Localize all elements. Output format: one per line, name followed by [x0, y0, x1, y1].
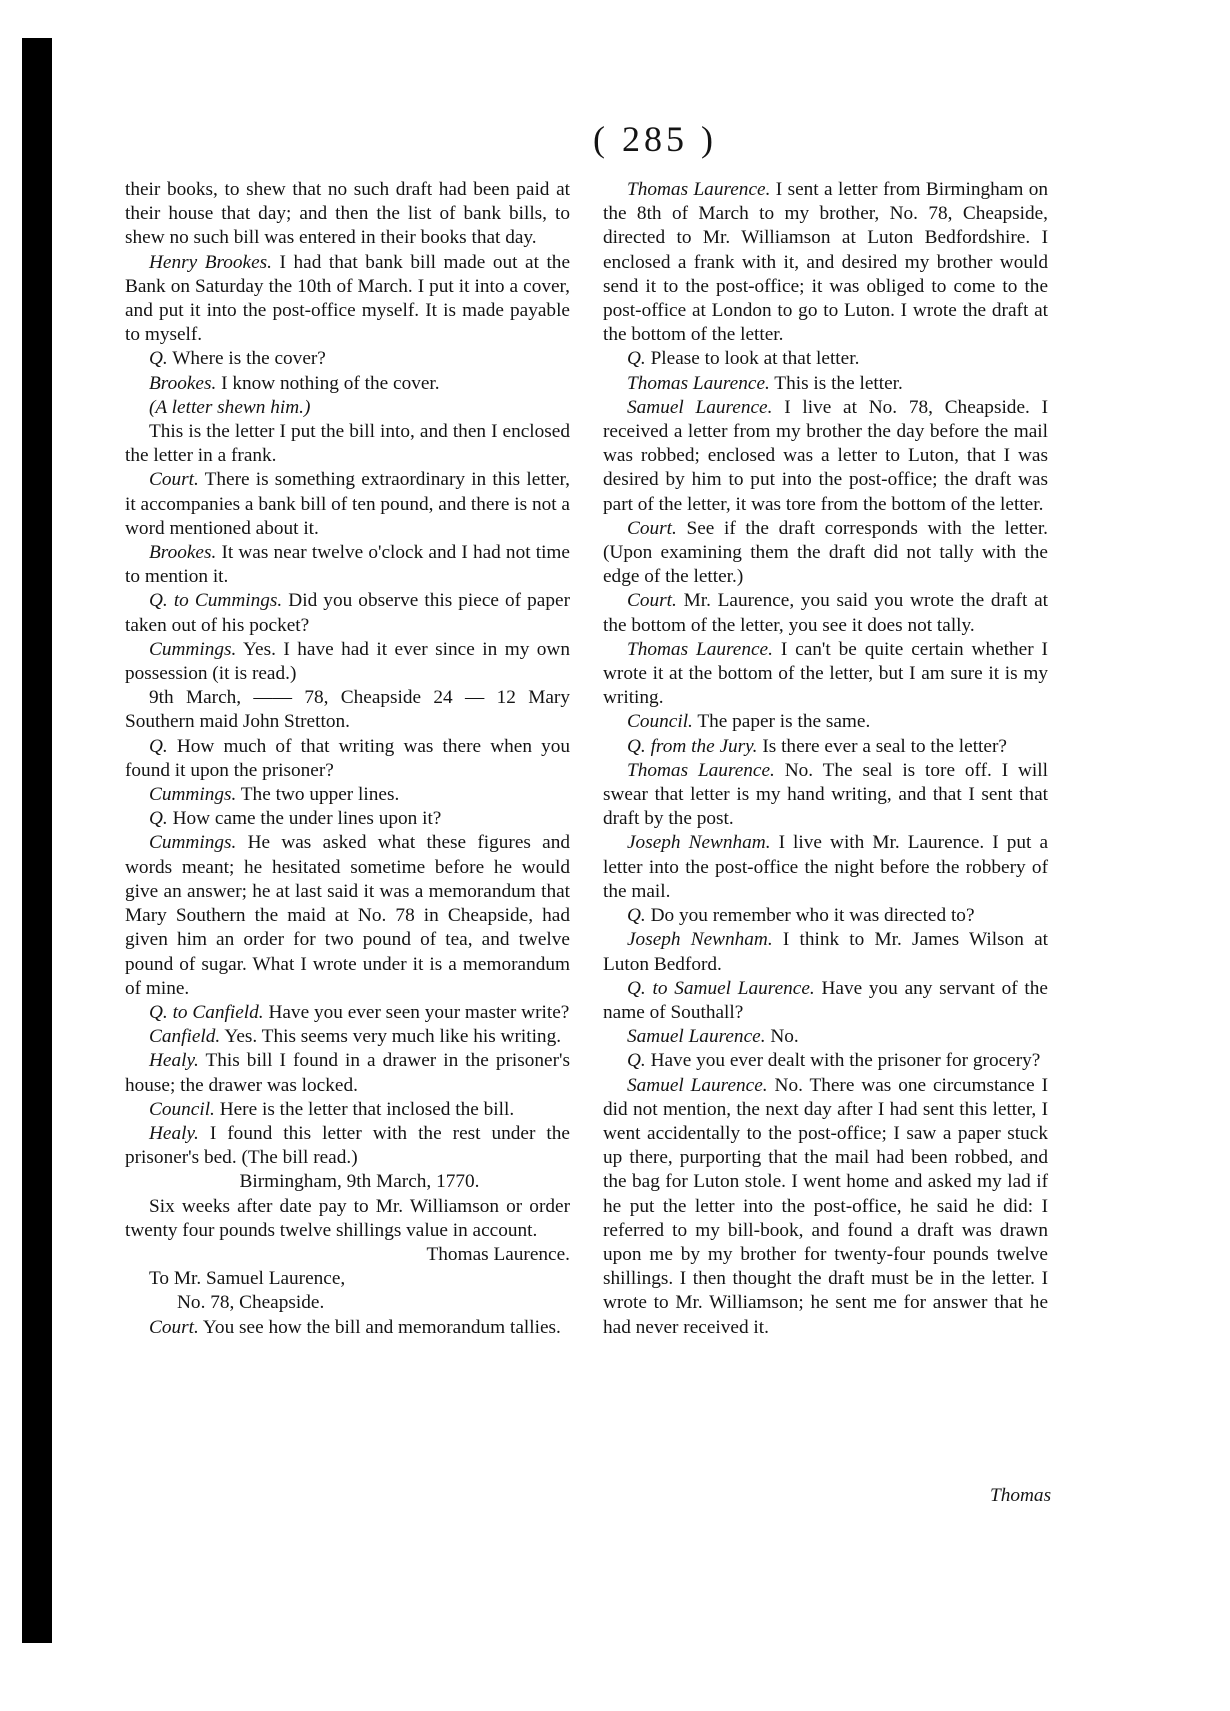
paragraph-text: Yes. I have had it ever since in my own possession (it is read.) [125, 638, 570, 685]
paragraph-text: I can't be quite certain whether I wrote it at the bottom of the letter, but I am sure it is my writing. [603, 638, 1048, 709]
paragraph-text: Did you observe this piece of paper taken out of his pocket? [125, 590, 570, 636]
paragraph [125, 831, 570, 1000]
paragraph-text: No. There was one circumstance I did not mention, the next day after I had sent this letter, I went accidentally to the post-office; I saw a paper stuck up there, purporting that the mail had been robbed, and the bag for Luton stole. I went home and asked my lad if he put the letter into the post-office, he said he did: I referred to my bill-book, and found a draft was drawn upon me by my brother for twenty-four pounds twelve shillings. I then thought the draft must be in the letter. I wrote to Mr. Williamson; he sent me for answer that he had never received it. [603, 1074, 1048, 1338]
speaker-label: Thomas Laurence. [627, 179, 771, 200]
paragraph-text: I live at No. 78, Cheapside. I received a letter from my brother the day before the mail was robbed; enclosed was a letter to Luton, that I was desired by him to put into the post-office; the draft was part of the letter, it was tore from the bottom of the letter. [603, 396, 1048, 515]
paragraph-text: Thomas Laurence. [426, 1243, 570, 1265]
paragraph-text: I know nothing of the cover. [216, 372, 440, 394]
paragraph [125, 396, 570, 420]
speaker-label: Thomas Laurence. [627, 372, 770, 394]
paragraph-text: You see how the bill and memorandum tallies. [198, 1316, 561, 1338]
paragraph [603, 347, 1048, 371]
paragraph [603, 1049, 1048, 1073]
paragraph-text: No. The seal is tore off. I will swear that letter is my hand writing, and that I sent that draft by the post. [603, 759, 1048, 830]
catchword: Thomas [990, 1485, 1052, 1506]
speaker-label: Court. [627, 590, 677, 612]
paragraph [125, 1170, 570, 1194]
paragraph-text: No. 78, Cheapside. [177, 1292, 325, 1314]
paragraph [125, 1001, 570, 1025]
paragraph [603, 1074, 1048, 1340]
paragraph-text: Where is the cover? [167, 348, 326, 370]
paragraph-text: No. [765, 1026, 799, 1048]
speaker-label: Council. [149, 1098, 215, 1120]
paragraph [603, 928, 1048, 976]
paragraph [125, 420, 570, 468]
paragraph-text: There is something extraordinary in this letter, it accompanies a bank bill of ten pound, and there is not a word mentioned about it. [125, 469, 570, 539]
paragraph [603, 710, 1048, 734]
paragraph [125, 1316, 570, 1340]
left-column [125, 178, 570, 1340]
speaker-label: Q. to Samuel Laurence. [627, 977, 815, 999]
paragraph-text: Is there ever a seal to the letter? [757, 735, 1007, 757]
paragraph-text: To Mr. Samuel Laurence, [149, 1268, 346, 1290]
speaker-label: Court. [149, 1316, 199, 1338]
paragraph-text: Have you ever seen your master write? [263, 1001, 570, 1023]
paragraph [125, 372, 570, 396]
paragraph [125, 1122, 570, 1170]
paragraph-text: Have you any servant of the name of Southall? [603, 977, 1048, 1023]
speaker-label: Q. from the Jury. [627, 735, 758, 757]
paragraph [603, 638, 1048, 711]
paragraph [125, 541, 570, 589]
speaker-label: Samuel Laurence. [627, 396, 773, 418]
speaker-label: Court. [627, 517, 677, 539]
paragraph-text: Yes. This seems very much like his writing. [220, 1026, 562, 1048]
paragraph [603, 396, 1048, 517]
speaker-label: Samuel Laurence. [627, 1026, 766, 1048]
paragraph [603, 372, 1048, 396]
speaker-label: Q. [627, 905, 646, 927]
speaker-label: Cummings. [149, 784, 237, 806]
paragraph-text: Birmingham, 9th March, 1770. [239, 1171, 480, 1193]
speaker-label: (A letter shewn him.) [149, 396, 311, 418]
paragraph-text: I sent a letter from Birmingham on the 8th of March to my brother, No. 78, Cheapside, directed to Mr. Williamson at Luton Bedfordshire. I enclosed a frank with it, and desired my brother would send it to the post-office; it was obliged to come to the post-office at London to go to Luton. I wrote the draft at the bottom of the letter. [603, 179, 1048, 346]
speaker-label: Court. [149, 469, 199, 491]
paragraph [603, 517, 1048, 590]
speaker-label: Healy. [149, 1050, 199, 1072]
paragraph-text: This is the letter I put the bill into, and then I enclosed the letter in a frank. [125, 421, 570, 467]
paragraph [125, 178, 570, 251]
paragraph [125, 807, 570, 831]
speaker-label: Brookes. [149, 372, 217, 394]
paragraph-text: I live with Mr. Laurence. I put a letter into the post-office the night before the robbery of the mail. [603, 832, 1048, 902]
paragraph [603, 589, 1048, 637]
speaker-label: Q. [149, 808, 168, 830]
paragraph-text: Here is the letter that inclosed the bill. [214, 1098, 515, 1120]
paragraph-text: I had that bank bill made out at the Bank on Saturday the 10th of March. I put it into a cover, and put it into the post-office myself. It is made payable to myself. [125, 251, 571, 346]
paragraph-text: 9th March, —— 78, Cheapside 24 — 12 Mary Southern maid John Stretton. [125, 687, 570, 733]
paragraph [125, 1243, 570, 1267]
paragraph-text: Please to look at that letter. [645, 348, 860, 370]
paragraph [125, 1267, 570, 1291]
paragraph-text: Have you ever dealt with the prisoner for grocery? [645, 1050, 1041, 1072]
paragraph-text: He was asked what these figures and words meant; he hesitated sometime before he would give an answer; he at last said it was a memorandum that Mary Southern the maid at No. 78 in Cheapside, had given him an order for two pound of tea, and twelve pound of sugar. What I wrote under it is a memorandum of mine. [125, 832, 570, 999]
paragraph [125, 1049, 570, 1097]
speaker-label: Council. [627, 711, 693, 733]
paragraph [603, 735, 1048, 759]
paragraph [125, 686, 570, 734]
paragraph-text: Mr. Laurence, you said you wrote the draft at the bottom of the letter, you see it does not tally. [603, 590, 1048, 636]
paragraph [125, 1025, 570, 1049]
right-column [603, 178, 1048, 1340]
paragraph [603, 831, 1048, 904]
speaker-label: Cummings. [149, 832, 237, 854]
speaker-label: Samuel Laurence. [627, 1074, 768, 1096]
speaker-label: Healy. [149, 1122, 199, 1144]
paragraph-text: I found this letter with the rest under the prisoner's bed. (The bill read.) [125, 1122, 570, 1169]
paragraph-text: How came the under lines upon it? [167, 808, 442, 830]
paragraph-text: I think to Mr. James Wilson at Luton Bedford. [603, 929, 1049, 975]
speaker-label: Q. [627, 1050, 646, 1072]
speaker-label: Cummings. [149, 638, 237, 660]
speaker-label: Canfield. [149, 1026, 221, 1048]
paragraph [125, 347, 570, 371]
paragraph [125, 1195, 570, 1243]
paragraph [603, 178, 1048, 347]
binding-edge [22, 38, 52, 1643]
paragraph-text: Do you remember who it was directed to? [645, 905, 975, 927]
speaker-label: Joseph Newnham. [627, 929, 773, 951]
paragraph [603, 977, 1048, 1025]
paragraph [603, 904, 1048, 928]
paragraph-text: How much of that writing was there when you found it upon the prisoner? [125, 735, 570, 781]
speaker-label: Henry Brookes. [149, 251, 273, 273]
paragraph-text: The paper is the same. [692, 711, 871, 733]
paragraph-text: This is the letter. [769, 372, 903, 394]
paragraph [125, 638, 570, 686]
paragraph-text: This bill I found in a drawer in the prisoner's house; the drawer was locked. [125, 1050, 570, 1096]
paragraph-text: their books, to shew that no such draft had been paid at their house that day; and then the list of bank bills, to shew no such bill was entered in their books that day. [125, 179, 570, 249]
paragraph-text: It was near twelve o'clock and I had not time to mention it. [125, 542, 570, 588]
page-number: ( 285 ) [593, 119, 717, 159]
speaker-label: Q. [149, 735, 168, 757]
speaker-label: Thomas Laurence. [627, 638, 773, 660]
paragraph [125, 735, 570, 783]
paragraph [603, 759, 1048, 832]
paragraph [603, 1025, 1048, 1049]
speaker-label: Q. to Canfield. [149, 1001, 264, 1023]
paragraph-text: The two upper lines. [236, 784, 400, 806]
paragraph [125, 783, 570, 807]
paragraph-text: Six weeks after date pay to Mr. Williamson or order twenty four pounds twelve shillings value in account. [125, 1195, 570, 1241]
speaker-label: Q. to Cummings. [149, 590, 283, 612]
paragraph [125, 468, 570, 541]
speaker-label: Q. [627, 348, 646, 370]
paragraph-text: See if the draft corresponds with the letter. (Upon examining them the draft did not tally with the edge of the letter.) [603, 517, 1048, 588]
speaker-label: Thomas Laurence. [627, 759, 775, 781]
paragraph [125, 1291, 570, 1315]
speaker-label: Q. [149, 348, 168, 370]
paragraph [125, 589, 570, 637]
paragraph [125, 1098, 570, 1122]
speaker-label: Joseph Newnham. [627, 832, 771, 854]
paragraph [125, 251, 570, 348]
speaker-label: Brookes. [149, 542, 217, 564]
